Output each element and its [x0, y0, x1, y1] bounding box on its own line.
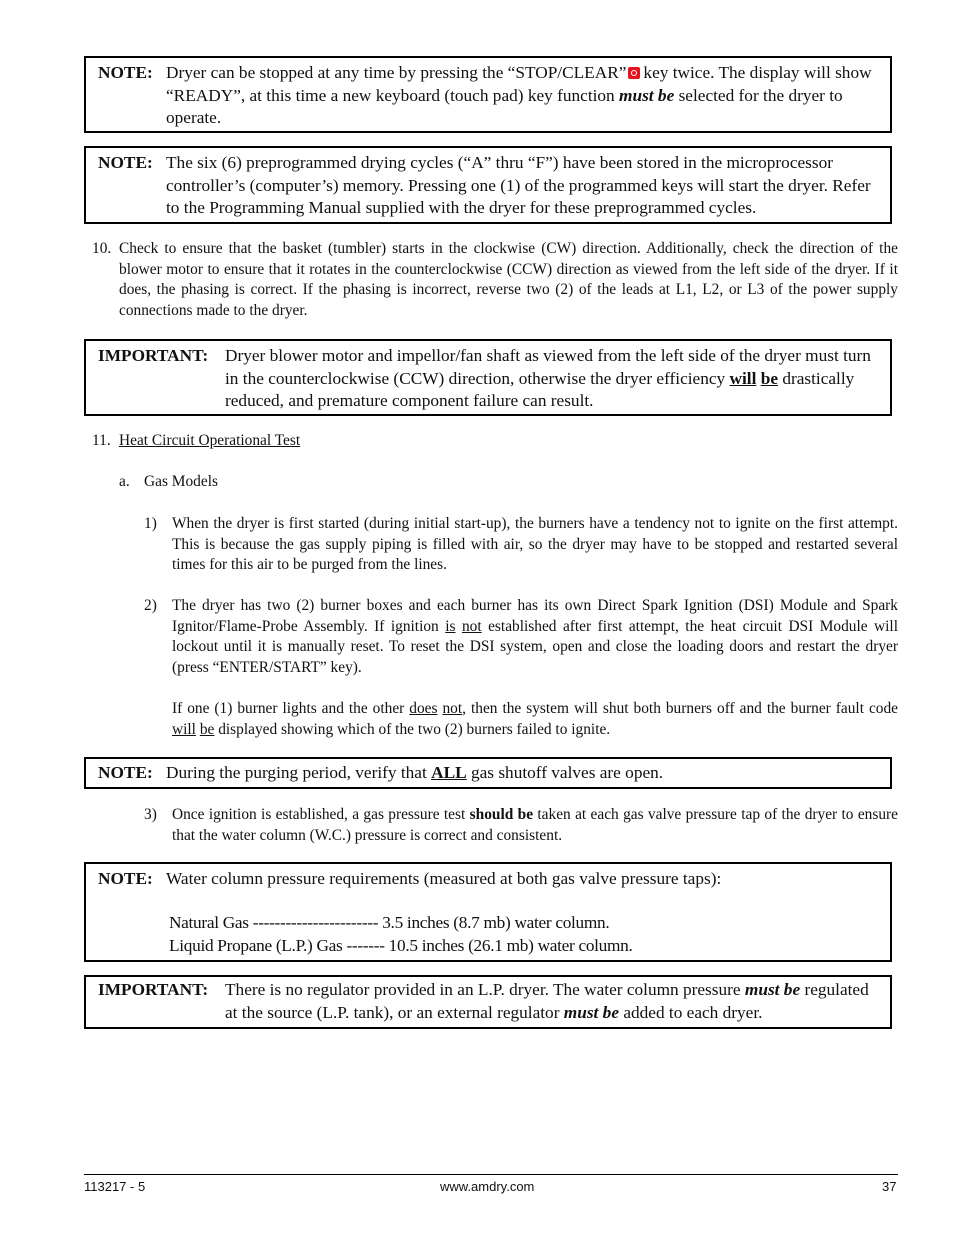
- pressure-row-natural-gas: Natural Gas ----------------------- 3.5 inches (8.7 mb) water column.: [169, 913, 610, 932]
- footer-url[interactable]: www.amdry.com: [440, 1179, 535, 1194]
- important-text: Dryer blower motor and impellor/fan shaft as viewed from the left side of the dryer must turn in the counterclockwise (CCW) direction, otherwise the dryer efficiency will be drastically reduced, and premature component failure can result.: [225, 346, 871, 410]
- item-1-text: When the dryer is first started (during initial start-up), the burners have a tendency not to ignite on the first attempt. This is because the gas supply piping is filled with air, so the dryer may have to be stopped and restarted several times for this air to be purged from the lines.: [172, 515, 898, 573]
- important-blower-direction: [84, 339, 892, 416]
- step-10-text: Check to ensure that the basket (tumbler) starts in the clockwise (CW) direction. Additionally, check the direction of the blower motor to ensure that it rotates in the counterclockwise (CCW) direction as viewed from the left side of the dryer. If it does, the phasing is correct. If the phasing is incorrect, reverse two (2) of the leads at L1, L2, or L3 of the power supply connections made to the dryer.: [119, 240, 898, 319]
- item-2-text: The dryer has two (2) burner boxes and each burner has its own Direct Spark Ignition (DSI) Module and Spark Ignitor/Flame-Probe Assembly. If ignition is not established after first attempt, the heat circuit DSI Module will lockout until it is manually reset. To reset the DSI system, open and close the loading doors and restart the dryer (press “ENTER/START” key).: [172, 597, 898, 676]
- note-label: NOTE:: [98, 763, 153, 782]
- footer-divider: [84, 1174, 898, 1175]
- note-label: NOTE:: [98, 869, 153, 888]
- note-text: The six (6) preprogrammed drying cycles (“A” thru “F”) have been stored in the microprocessor controller’s (computer’s) memory. Pressing one (1) of the programmed keys will start the dryer. Refer to the Programming Manual supplied with the dryer for these preprogrammed cycles.: [166, 153, 871, 217]
- item-3-number: 3): [144, 806, 157, 823]
- sub-a-title: Gas Models: [144, 473, 218, 490]
- important-label: IMPORTANT:: [98, 980, 209, 999]
- note-text: Dryer can be stopped at any time by pressing the “STOP/CLEAR” key twice. The display will show “READY”, at this time a new keyboard (touch pad) key function must be selected for the dryer to operate.: [166, 63, 872, 127]
- step-11-title: Heat Circuit Operational Test: [119, 432, 301, 449]
- footer-doc-id: 113217 - 5: [84, 1179, 146, 1194]
- important-lp-regulator: [84, 975, 892, 1029]
- note-water-column: [84, 862, 892, 962]
- note-preprogrammed-cycles: [84, 146, 892, 224]
- step-11-number: 11.: [92, 432, 111, 449]
- footer-page-number: 37: [882, 1179, 897, 1194]
- item-3-text: Once ignition is established, a gas pressure test should be taken at each gas valve pressure tap of the dryer to ensure that the water column (W.C.) pressure is correct and consistent.: [172, 806, 899, 844]
- important-label: IMPORTANT:: [98, 346, 209, 365]
- note-label: NOTE:: [98, 153, 153, 172]
- sub-a-label: a.: [119, 473, 130, 490]
- pressure-row-lp-gas: Liquid Propane (L.P.) Gas ------- 10.5 inches (26.1 mb) water column.: [169, 936, 633, 955]
- important-text: There is no regulator provided in an L.P. dryer. The water column pressure must be regulated at the source (L.P. tank), or an external regulator must be added to each dryer.: [225, 980, 869, 1022]
- item-2-number: 2): [144, 597, 157, 614]
- note-purging: [84, 757, 892, 789]
- note-text: Water column pressure requirements (measured at both gas valve pressure taps):: [166, 869, 722, 888]
- stop-clear-key-icon: [628, 67, 640, 79]
- item-2-paragraph-2: If one (1) burner lights and the other does not, then the system will shut both burners off and the burner fault code will be displayed showing which of the two (2) burners failed to ignite.: [172, 700, 898, 738]
- item-1-number: 1): [144, 515, 157, 532]
- note-stop-clear: [84, 56, 892, 133]
- step-10-number: 10.: [92, 240, 112, 257]
- note-text: During the purging period, verify that ALL gas shutoff valves are open.: [166, 763, 664, 782]
- note-label: NOTE:: [98, 63, 153, 82]
